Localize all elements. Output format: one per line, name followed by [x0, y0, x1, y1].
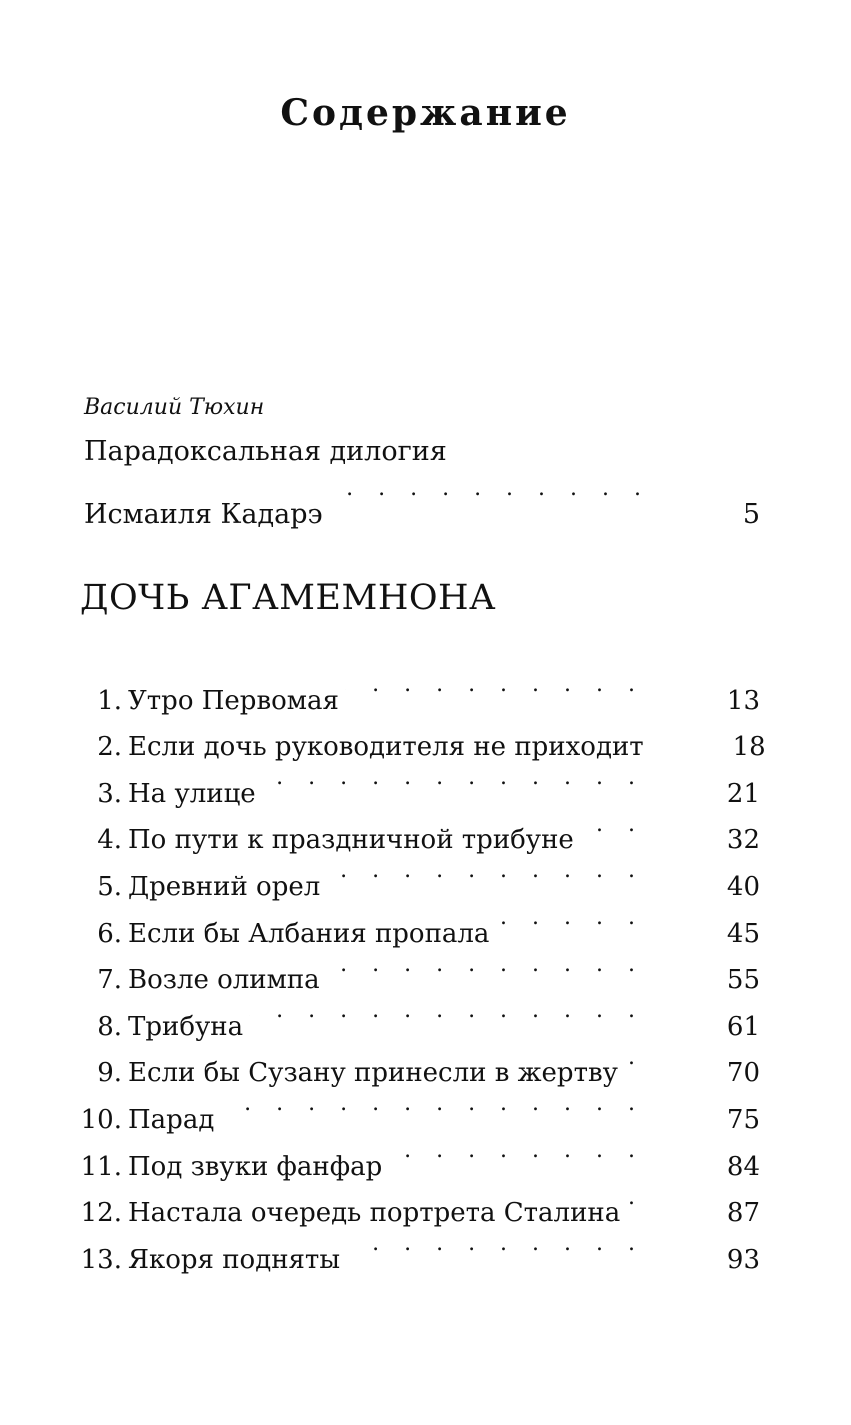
chapter-title: Если бы Сузану принесли в жертву	[128, 1058, 618, 1089]
chapter-page-number: 84	[726, 1151, 760, 1182]
chapter-number: 8.	[97, 1011, 122, 1042]
dot-leader	[220, 1081, 644, 1128]
chapter-list	[74, 662, 766, 1275]
chapter-page-number: 13	[726, 685, 760, 716]
chapter-title: Парад	[128, 1104, 215, 1135]
chapter-page-number: 32	[726, 825, 760, 856]
chapter-title: Древний орел	[128, 871, 321, 902]
dot-leader	[249, 988, 644, 1035]
intro-entry[interactable]	[84, 476, 760, 530]
chapter-page-number: 70	[726, 1058, 760, 1089]
chapter-number: 13.	[80, 1244, 122, 1275]
chapter-number: 2.	[97, 732, 122, 763]
chapter-title: Под звуки фанфар	[128, 1151, 383, 1182]
dot-leader	[624, 1035, 644, 1082]
chapter-number: 11.	[80, 1151, 122, 1182]
dot-leader	[345, 662, 644, 709]
chapter-page-number: 45	[726, 918, 760, 949]
dot-leader	[580, 802, 644, 849]
dot-leader	[626, 1175, 644, 1222]
dot-leader	[495, 895, 644, 942]
chapter-title: Если дочь руководителя не приходит	[128, 732, 644, 763]
page-title: Содержание	[280, 92, 571, 134]
chapter-page-number: 87	[726, 1198, 760, 1229]
chapter-page-number: 55	[726, 965, 760, 996]
chapter-number: 4.	[97, 825, 122, 856]
intro-title-line2: Исмаиля Кадарэ	[84, 498, 323, 530]
chapter-number: 1.	[97, 685, 122, 716]
chapter-title: Якоря подняты	[128, 1244, 341, 1275]
chapter-page-number: 61	[726, 1011, 760, 1042]
chapter-title: Настала очередь портрета Сталина	[128, 1198, 621, 1229]
dot-leader	[326, 848, 644, 895]
chapter-title: Возле олимпа	[128, 965, 320, 996]
chapter-number: 9.	[97, 1058, 122, 1089]
chapter-page-number: 18	[732, 732, 766, 763]
intro-author: Василий Тюхин	[84, 395, 265, 420]
chapter-number: 12.	[80, 1198, 122, 1229]
dot-leader	[326, 942, 644, 989]
chapter-title: По пути к праздничной трибуне	[128, 825, 574, 856]
chapter-page-number: 93	[726, 1244, 760, 1275]
chapter-title: Если бы Албания пропала	[128, 918, 490, 949]
chapter-title: Утро Первомая	[128, 685, 339, 716]
dot-leader	[388, 1128, 644, 1175]
chapter-page-number: 40	[726, 871, 760, 902]
chapter-entry-1[interactable]	[74, 662, 760, 716]
chapter-title: На улице	[128, 778, 256, 809]
dot-leader	[346, 1221, 644, 1268]
chapter-number: 3.	[97, 778, 122, 809]
chapter-page-number: 75	[726, 1104, 760, 1135]
chapter-number: 5.	[97, 871, 122, 902]
chapter-number: 7.	[97, 965, 122, 996]
intro-title-line1: Парадоксальная дилогия	[84, 436, 447, 467]
section-title: ДОЧЬ АГАМЕМНОНА	[80, 578, 497, 618]
chapter-number: 6.	[97, 918, 122, 949]
chapter-page-number: 21	[726, 778, 760, 809]
chapter-title: Трибуна	[128, 1011, 244, 1042]
intro-page-number: 5	[742, 498, 760, 530]
dot-leader	[329, 476, 650, 523]
chapter-number: 10.	[80, 1104, 122, 1135]
dot-leader	[262, 755, 644, 802]
